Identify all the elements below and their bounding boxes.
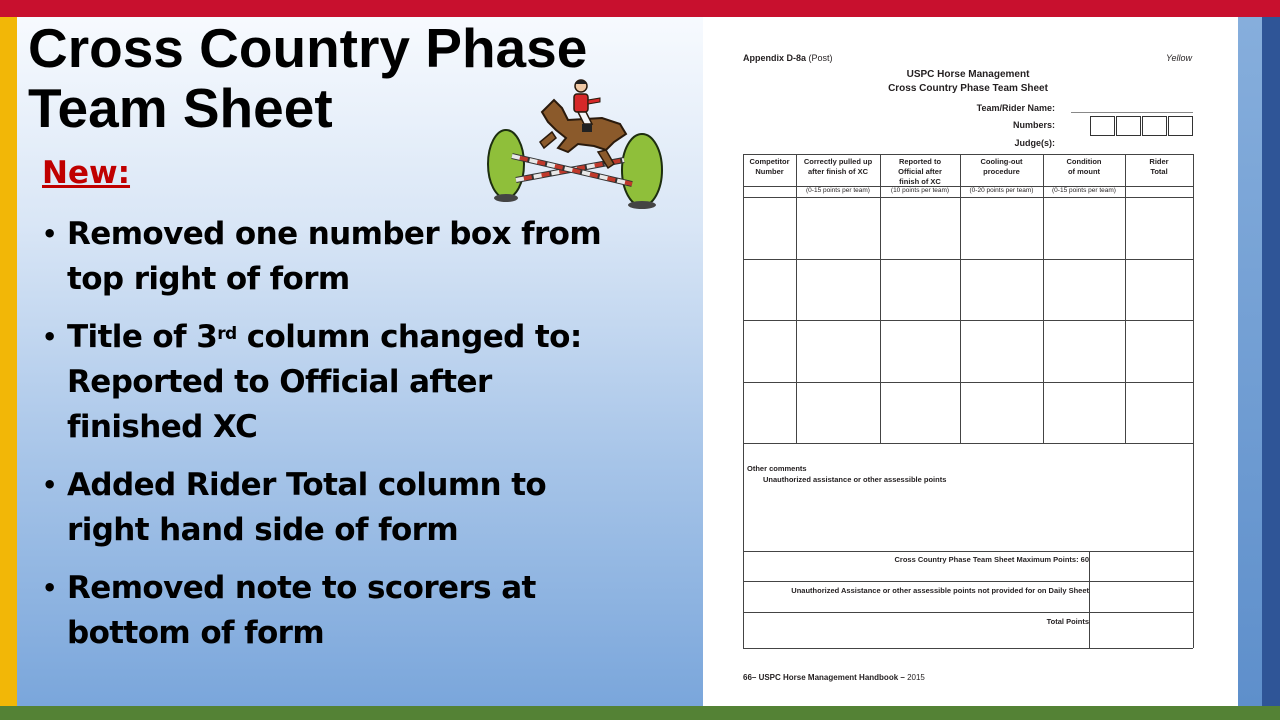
change-list-item: • Title of 3rd column changed to: Reported to Official after finished XC [42, 315, 652, 450]
form-sheet-title: Cross Country Phase Team Sheet [888, 83, 1048, 94]
bullet-icon: • [42, 220, 57, 248]
judges-label: Judge(s): [1014, 138, 1055, 148]
number-box [1090, 116, 1115, 136]
grid-line [1089, 551, 1090, 648]
number-box [1116, 116, 1141, 136]
number-box [1168, 116, 1193, 136]
horse-jumping-icon [482, 72, 682, 212]
form-color-tag: Yellow [1166, 53, 1193, 63]
change-list-item: • Removed one number box from top right of form [42, 212, 652, 302]
new-label: New: [42, 155, 131, 191]
form-appendix: Appendix D-8a (Post) [743, 53, 833, 63]
numbers-label: Numbers: [1012, 120, 1055, 130]
right-accent-bar-dark [1262, 17, 1280, 706]
bullet-icon: • [42, 574, 57, 602]
max-points-label: Cross Country Phase Team Sheet Maximum Points: 60 [894, 555, 1089, 564]
change-list-item: • Removed note to scorers at bottom of form [42, 566, 652, 656]
column-header-condition: Condition of mount [1066, 157, 1102, 176]
number-box [1142, 116, 1167, 136]
grid-line [1125, 154, 1126, 443]
column-points-note: (0-15 points per team) [806, 187, 870, 194]
grid-line [743, 612, 1193, 613]
column-points-note: (10 points per team) [890, 187, 950, 194]
unauthorized-label: Unauthorized assistance or other assessible points [763, 475, 947, 484]
right-accent-bar-light [1238, 17, 1262, 706]
bullet-icon: • [42, 323, 57, 351]
grid-line [1193, 154, 1194, 648]
form-org-title: USPC Horse Management [906, 69, 1030, 80]
team-rider-line [1071, 112, 1193, 113]
grid-line [880, 154, 881, 443]
column-header-reported: Reported to Official after finish of XC [898, 157, 942, 186]
top-accent-bar [0, 0, 1280, 17]
other-comments-label: Other comments [747, 464, 807, 473]
left-accent-bar [0, 17, 17, 706]
column-header-competitor: Competitor Number [749, 157, 790, 176]
grid-line [743, 648, 1193, 649]
grid-line [743, 443, 1193, 444]
column-points-note: (0-15 points per team) [1052, 187, 1116, 194]
unauthorized-daily-label: Unauthorized Assistance or other assessible points not provided for on Daily Sheet [791, 586, 1089, 595]
column-points-note: (0-20 points per team) [969, 187, 1034, 194]
grid-line [743, 551, 1193, 552]
column-header-rider-total: Rider Total [1149, 157, 1169, 176]
team-rider-label: Team/Rider Name: [976, 103, 1055, 113]
change-list [42, 212, 652, 669]
grid-line [1043, 154, 1044, 443]
grid-line [796, 154, 797, 443]
grid-line [743, 154, 744, 648]
title-line-2: Team Sheet [28, 77, 333, 139]
column-header-cooling-out: Cooling-out procedure [980, 157, 1023, 176]
grid-line [743, 581, 1193, 582]
column-header-pulled-up: Correctly pulled up after finish of XC [803, 157, 873, 176]
total-points-label: Total Points [1046, 617, 1089, 626]
bullet-icon: • [42, 471, 57, 499]
form-footer: 66– USPC Horse Management Handbook – 2015 [743, 673, 925, 682]
grid-line [960, 154, 961, 443]
title-line-1: Cross Country Phase [28, 17, 588, 79]
team-sheet-form [703, 17, 1238, 706]
bottom-accent-bar [0, 706, 1280, 720]
change-list-item: • Added Rider Total column to right hand side of form [42, 463, 652, 553]
